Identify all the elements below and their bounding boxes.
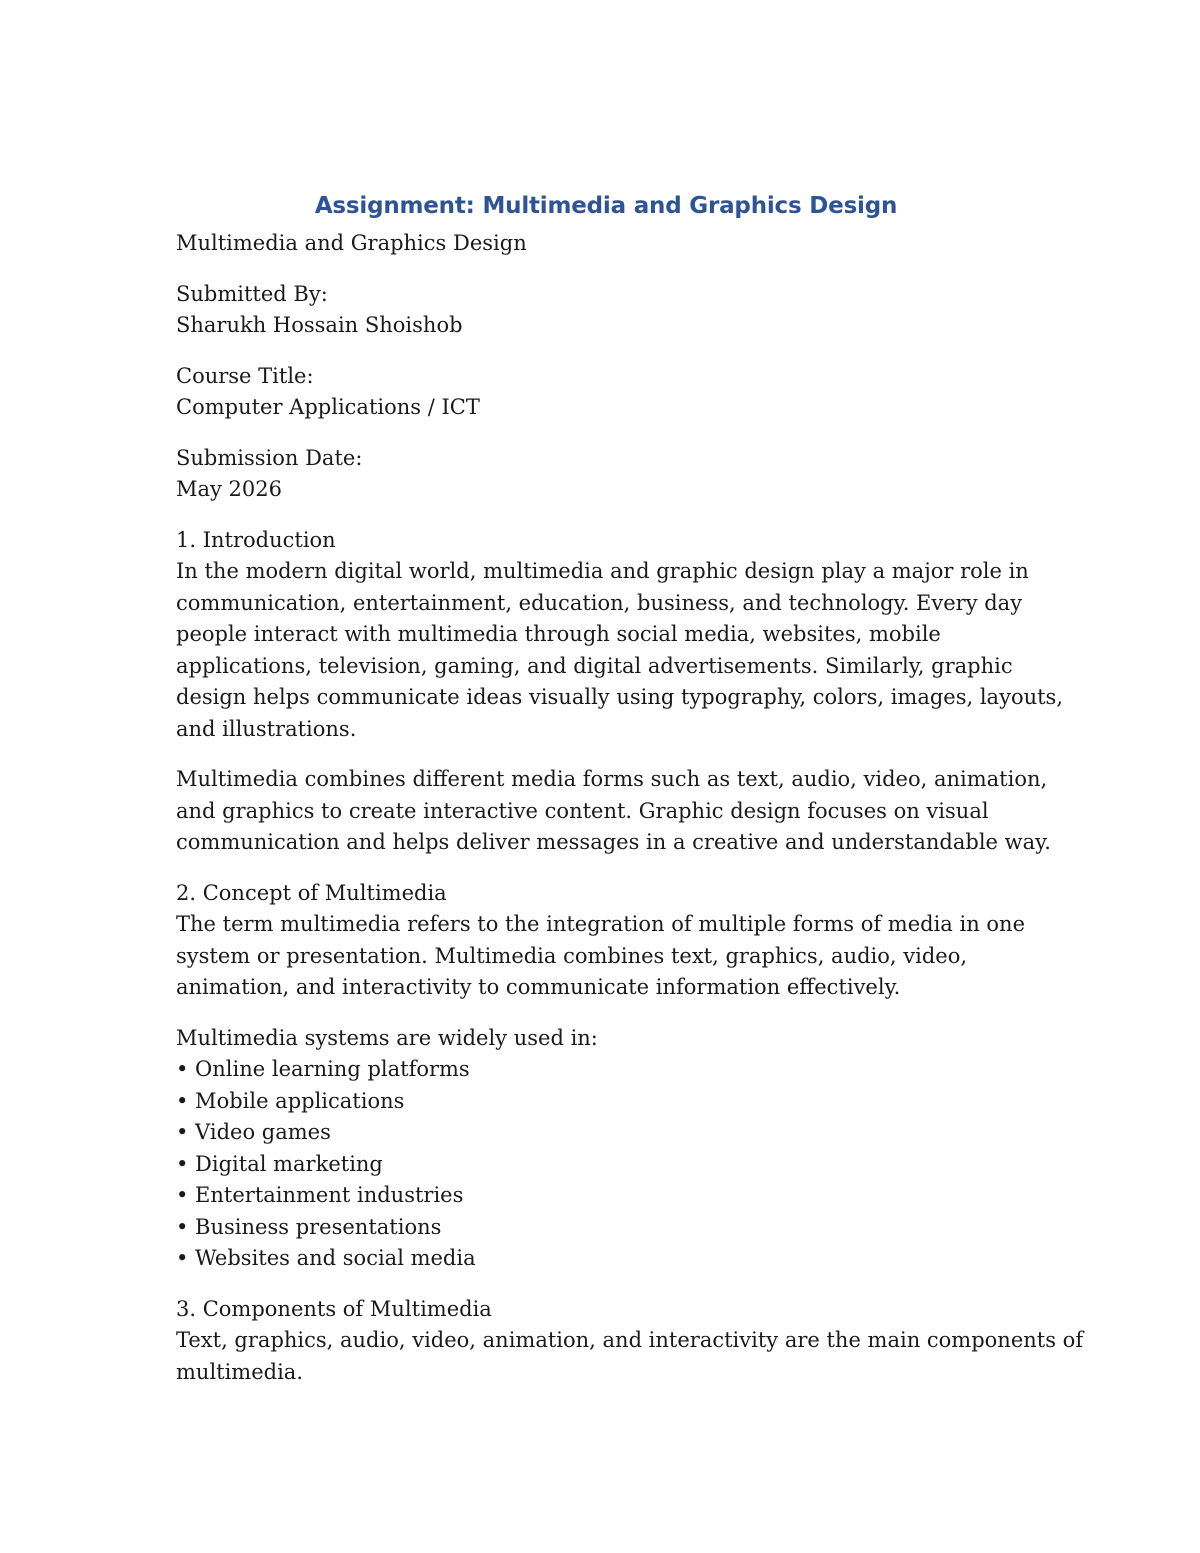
course-title-block — [176, 361, 1036, 424]
document-title: Assignment: Multimedia and Graphics Design — [314, 193, 898, 219]
submission-date-label: Submission Date: — [176, 445, 363, 470]
subtitle-text: Multimedia and Graphics Design — [176, 231, 527, 255]
document-body — [176, 189, 1084, 1407]
introduction-paragraph-2 — [176, 764, 1051, 859]
document-subtitle — [176, 228, 1036, 260]
paragraph-line: and illustrations. — [176, 716, 357, 741]
section-introduction — [176, 525, 1064, 746]
paragraph-line: communication and helps deliver messages in a creative and understandable way. — [176, 830, 1051, 854]
section-heading: 2. Concept of Multimedia — [176, 880, 447, 905]
paragraph-line: multimedia. — [176, 1359, 304, 1384]
paragraph-line: system or presentation. Multimedia combines text, graphics, audio, video, — [176, 943, 968, 968]
list-item: • Digital marketing — [176, 1151, 383, 1176]
list-item: • Entertainment industries — [176, 1183, 464, 1207]
paragraph-line: In the modern digital world, multimedia and graphic design play a major role in — [176, 559, 1029, 583]
list-intro: Multimedia systems are widely used in: — [176, 1025, 598, 1050]
paragraph-line: and graphics to create interactive content. Graphic design focuses on visual — [176, 798, 989, 823]
section-heading: 1. Introduction — [176, 527, 336, 552]
submission-date-value: May 2026 — [176, 477, 283, 501]
list-item: • Websites and social media — [176, 1246, 476, 1270]
list-item: • Online learning platforms — [176, 1057, 470, 1081]
paragraph-line: animation, and interactivity to communicate information effectively. — [176, 975, 901, 999]
section-heading: 3. Components of Multimedia — [176, 1296, 492, 1321]
list-item: • Video games — [176, 1120, 331, 1144]
paragraph-line: applications, television, gaming, and digital advertisements. Similarly, graphic — [176, 653, 1013, 678]
section-components — [176, 1294, 1084, 1389]
submitted-by-label: Submitted By: — [176, 281, 328, 306]
paragraph-line: Text, graphics, audio, video, animation, and interactivity are the main components of — [176, 1328, 1084, 1352]
list-item: • Business presentations — [176, 1214, 442, 1239]
paragraph-line: Multimedia combines different media forms such as text, audio, video, animation, — [176, 767, 1048, 791]
course-title-label: Course Title: — [176, 363, 314, 388]
submission-date-block — [176, 443, 1036, 506]
submitted-by-value: Sharukh Hossain Shoishob — [176, 313, 463, 337]
paragraph-line: people interact with multimedia through social media, websites, mobile — [176, 622, 941, 646]
list-item: • Mobile applications — [176, 1088, 405, 1113]
paragraph-line: design helps communicate ideas visually using typography, colors, images, layouts, — [176, 685, 1064, 709]
course-title-value: Computer Applications / ICT — [176, 395, 480, 419]
submitted-by-block — [176, 279, 1036, 342]
paragraph-line: The term multimedia refers to the integration of multiple forms of media in one — [176, 912, 1026, 936]
section-concept — [176, 878, 1036, 1004]
usage-list — [176, 1023, 1036, 1275]
paragraph-line: communication, entertainment, education, business, and technology. Every day — [176, 590, 1023, 615]
